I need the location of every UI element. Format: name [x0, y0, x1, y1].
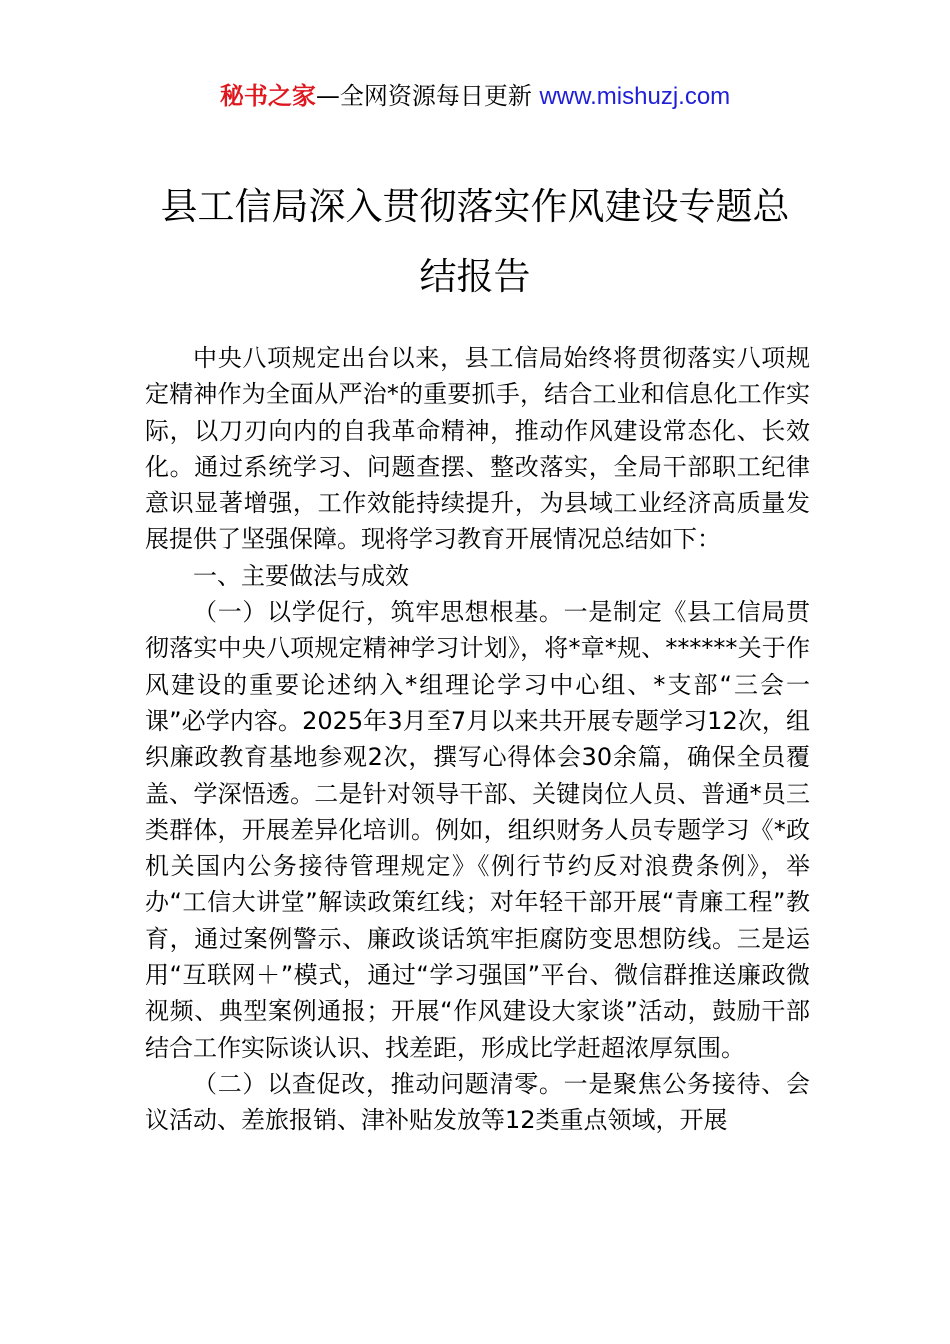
site-url-link[interactable]: www.mishuzj.com — [539, 83, 731, 110]
section-paragraph-2: （二）以查促改，推动问题清零。一是聚焦公务接待、会议活动、差旅报销、津补贴发放等12类重点领域，开展 — [145, 1069, 810, 1135]
intro-paragraph: 中央八项规定出台以来，县工信局始终将贯彻落实八项规定精神作为全面从严治*的重要抓手，结合工业和信息化工作实际，以刀刃向内的自我革命精神，推动作风建设常态化、长效化。通过系统学习、问题查摆、整改落实，全局干部职工纪律意识显著增强，工作效能持续提升，为县域工业经济高质量发展提供了坚强保障。现将学习教育开展情况总结如下： — [145, 344, 810, 554]
document-title: 县工信局深入贯彻落实作风建设专题总结报告 — [160, 185, 790, 298]
site-header — [0, 78, 950, 115]
site-slogan: —全网资源每日更新 — [315, 82, 532, 110]
document-body — [145, 340, 810, 1139]
section-heading: 一、主要做法与成效 — [193, 561, 409, 590]
site-brand: 秘书之家 — [219, 82, 316, 110]
section-paragraph-1: （一）以学促行，筑牢思想根基。一是制定《县工信局贯彻落实中央八项规定精神学习计划》，将*章*规、******关于作风建设的重要论述纳入*组理论学习中心组、*支部“三会一课”必学内容。2025年3月至7月以来共开展专题学习12次，组织廉政教育基地参观2次，撰写心得体会30余篇，确保全员覆盖、学深悟透。二是针对领导干部、关键岗位人员、普通*员三类群体，开展差异化培训。例如，组织财务人员专题学习《*政机关国内公务接待管理规定》《例行节约反对浪费条例》，举办“工信大讲堂”解读政策红线；对年轻干部开展“青廉工程”教育，通过案例警示、廉政谈话筑牢拒腐防变思想防线。三是运用“互联网＋”模式，通过“学习强国”平台、微信群推送廉政微视频、典型案例通报；开展“作风建设大家谈”活动，鼓励干部结合工作实际谈认识、找差距，形成比学赶超浓厚氛围。 — [145, 598, 810, 1062]
